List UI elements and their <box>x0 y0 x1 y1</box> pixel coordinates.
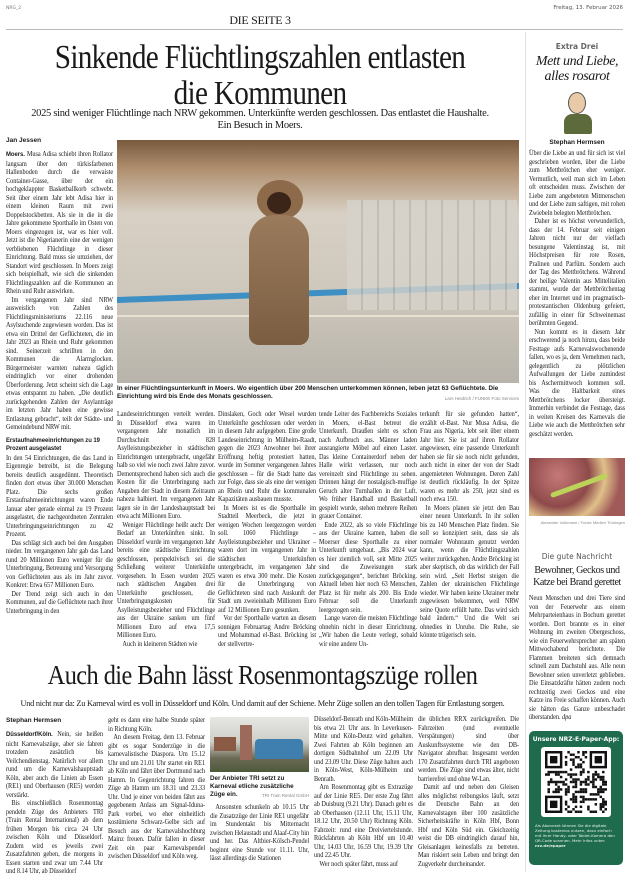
article-column-4: tende Leiter des Fachbereichs Soziales in Moers, el-Bast betreut die Unterkunft. Draußen sieht es schon nach Aufbruch aus. Männer laden ausrangierte Möbel auf einen Laster. Das kleine Containerdorf neben der Halle wirkt verlassen, nur noch vereinzelt sind Flüchtlinge zu sehen. Drinnen hängt der nostalgisch-muffige Geruch alter Turnhallen in der Luft. Wo früher Handball und Basketball gespielt wurde, stehen mehrere Reihen grauer Container. Ende 2022, als so viele Flüchtlinge aus der Ukraine kamen, haben die Moerser diese Sporthalle zu einer Unterkunft umgebaut. „Bis 2024 war es hier ziemlich voll, seit Mitte 2025 sind die Zuweisungen stark zurückgegangen“, berichtet Bröcking. Aktuell leben hier noch 63 Menschen, Platz ist für mehr als 200. Bis Ende Februar soll die Unterkunft leergezogen sein. Lange waren die meisten Flüchtlinge ohnehin nicht in dieser Einrichtung. „Wir haben die Leute verlegt, sobald wir eine andere Un- <box>319 410 418 648</box>
promo-text: Als Abonnent können Sie die digitale Zeitung kostenlos nutzen, dazu einfach mit Ihrer Handy- oder Tablet-Kamera den QR-Code scannen. Mehr Infos unter: nrz.de/epaper <box>535 823 615 848</box>
article-column-3: Dinslaken, Goch oder Wesel wurden Unterkünfte geschlossen oder werden in diesem Jahr aufgegeben. Eine große Landeseinrichtung in Mülheim-Raadt, gegen die 2023 Anwohner bei ihrer Eröffnung heftig protestiert hatten, wurde im Sommer vergangenen Jahres geschlossen – für die Stadt hatte das zur Folge, dass sie als eine der wenigen an Rhein und Ruhr die kommunalen Kapazitäten ausbauen musste. In Moers ist es die Sporthalle im Stadtteil Meerbeck, die jetzt in wenigen Wochen leergezogen werden soll. 1060 Flüchtlinge – Asylleistungsbezieher und Ukrainer – waren dort im vergangenen Jahr in städtischen Unterkünften untergebracht, im vergangenen Jahr waren es etwa 300 mehr. Die Kosten für die Unterbringung von Geflüchteten sind nach Auskunft der Stadt um zweieinhalb Millionen Euro auf 12 Millionen Euro gesunken. Vor der Sporthalle warten an diesem sonnigen Februartag Andre Bröcking und Mohammad el-Bast. Bröcking ist der stellvertre- <box>218 410 317 648</box>
dateline: Moers. <box>6 151 25 158</box>
train-photo <box>210 717 309 772</box>
qr-code-icon <box>545 751 607 813</box>
sidebar-kicker: Extra Drei <box>555 42 599 51</box>
article-column-5: terkunft für sie gefunden hatten“, erzählt el-Bast. Nur Musa Adisa, die Frau aus Nigeria, lebt seit über einem Jahr hier. Sie ist auf ihren Rollator angewiesen, eine passende Unterkunft haben sie für sie noch nicht gefunden, auch nicht in einer der von der Stadt angemieteten Wohnungen. Deren Zahl ist deutlich rückläufig. In der Spitze waren es mehr als 250, jetzt sind es noch etwa 150. In Moers planen sie jetzt den Bau einer neuen Unterkunft. In ihr sollen bis zu 140 Menschen Platz finden. Sie soll so konzipiert sein, dass sie als normaler Wohnraum genutzt werden kann, wenn die Flüchtlingszahlen weiter zurückgehen. Andre Bröcking ist aber skeptisch, ob das wirklich der Fall sein wird. „Seit Herbst steigen die Zahlen der ukrainischen Flüchtlinge wieder. Wir haben keine Ukrainer mehr zugewiesen bekommen, weil NRW seine Quote erfüllt hatte. Das wird sich bald ändern.“ Und die Welt sei ohnedies in Unruhe. Die Ruhe, sie könnte trügerisch sein. <box>420 410 520 639</box>
issue-date: Freitag, 13. Februar 2026 <box>553 5 623 11</box>
article-column-1: Moers. Musa Adisa schiebt ihren Rollator langsam über den türkisfarbenen Hallenboden durch die verwaiste Container-Gasse, über der ein hochgeklappter Basketballkorb schwebt. Seit über einem Jahr lebt Adisa hier in einem kleinen Raum mit zwei Doppelstockbetten. Als sie in die in die Jahre gekommene Sporthalle im Osten von Moers eingezogen ist, war es hier voll. Jetzt ist die Nigerianerin eine der wenigen verbliebenen Flüchtlinge in dieser Einrichtung. Bald muss sie umziehen, der Standort wird geschlossen. In Moers zeigt sich beispielhaft, wie sich die sinkenden Flüchtlingszahlen auf die Kommunen an Rhein und Ruhr auswirken. Im vergangenen Jahr sind NRW ausweislich von Zahlen des Flüchtlingsministeriums 22.116 neue Asylsuchende zugewiesen worden. Das ist etwa ein Drittel der Geflüchteten, die im Jahr 2023 an Rhein und Ruhr gekommen sind. Seinerzeit schrillten in den Kommunen die Alarmglocken. Bürgermeister warnten nahezu täglich eindringlich vor einer drohenden Überforderung. Jetzt scheint sich die Lage etwas entspannt zu haben. „Die deutlich zurückgehenden Zahlen der Asylanträge im letzten Jahr haben eine gewisse Entlastung gebracht“, teilt der Städte- und Gemeindebund NRW mit. Erstaufnahmeeinrichtungen zu 19 Prozent ausgelastet In den 54 Einrichtungen, die das Land in Eigenregie betreibt, ist die Belegung bereits deutlich ausgedünnt. Theoretisch finden dort etwas über 30.000 Menschen Platz. Die sechs großen Erstaufnahmeeinrichtungen waren Ende Januar aber gerade einmal zu 19 Prozent ausgelastet, die nachgeordneten Zentralen Unterbringungseinrichtungen zu 42 Prozent. Das schlägt sich auch bei den Ausgaben nieder. Im vergangenen Jahr gab das Land rund 20 Millionen Euro weniger für die Unterbringung, Betreuung und Versorgung von Geflüchteten aus als im Jahr zuvor. Konkret: Etwa 657 Millionen Euro. Der Trend zeigt sich auch in den Kommunen, auf die Geflüchtete nach ihrer Unterbringung in den <box>6 150 114 615</box>
good-news-kicker: Die gute Nachricht <box>541 552 613 561</box>
article2-column-3: Ansonsten schunkeln ab 10.15 Uhr die Zusatzzüge der Linie RE1 ungefähr im Stundentakt bis Mitternacht zwischen Helaustadt und Alaaf-City hin und her. Das Altbier-Kölsch-Pendel beginnt eine Stunde vor 11.11. Uhr, lässt allerdings die Stationen <box>210 803 310 862</box>
author-caricature <box>560 92 596 136</box>
photo-caption: In einer Flüchtlingsunterkunft in Moers. Wo eigentlich über 200 Menschen unterkommen können, leben jetzt 63 Geflüchtete. Die Einrichtung wird bis Ende des Monats geschlossen. <box>117 385 499 400</box>
refugee-shelter-photo <box>117 140 519 383</box>
epaper-promo-box[interactable] <box>529 731 623 865</box>
sidebar-column: Über die Liebe an und für sich ist viel geschrieben worden, über die Liebe zum Mettbrötchen eher weniger. Vermutlich, weil man sich im Leben oft entscheiden muss. Zwischen der Liebe zum angebeteten Mitmenschen und der Liebe zum saftigen, mit rohen Zwiebeln belegten Mettbrötchen. Daher ist es höchst verwunderlich, dass der 14. Februar seit einigen Jahren nicht nur der vielfach besungene Valentinstag ist, mit Höchstpreisen für rote Rosen, Pralinen und Parfüm. Sondern auch der Tag des Mettbrötchens. Während der heilige Valentin aus Mittelitalien stammt, wurde der Mettbrötchentag eher im Internet und im pragmatisch-protestantischen Oldenburg gefeiert, zufällig in einer für Schweinemast berühmten Gegend. Nun kommt es in diesem Jahr erschwerend ja noch hinzu, dass beide Festtage aufs Karnevalswochenende fallen, wo es ja, dem Vernehmen nach, gelegentlich zu plötzlichen Aufwallungen der Liebe zumindest bis Aschermittwoch kommen soll. Was die Haltbarkeit eines Mettbrötchens locker übersteigt. Immerhin verbindet die Festtage, dass in weiten Kreisen des Karnevals die Liebe wie auch die Mettbrötchen sehr geschätzt werden. <box>529 149 626 438</box>
article2-headline: Auch die Bahn lässt Rosenmontagszüge rollen <box>47 660 478 690</box>
sidebar-title: Mett und Liebe, alles rosarot <box>535 54 619 84</box>
promo-link[interactable]: nrz.de/epaper <box>535 843 566 848</box>
good-news-title: Bewohner, Geckos und Katze bei Brand gerettet <box>533 565 621 588</box>
train-photo-caption: Der Anbieter TRI setzt zu Karneval etliche zusätzliche Züge ein. <box>210 775 294 798</box>
subheading: Erstaufnahmeeinrichtungen zu 19 Prozent ausgelastet <box>6 436 100 452</box>
photo-credit: Lars Heidrich / FUNKE Foto Services <box>444 396 519 401</box>
article2-column-1: Düsseldorf/Köln. Nein, sie heißen nicht Karnevalszüge, aber sie fahren trotzdem zusätzlich bis Veilchendienstag. Natürlich vor allem rund um die Karnevalshauptstadt Köln, aber auch die Linien ab Essen (RE1) und Oberhausen (RE5) werden verstärkt. Bis einschließlich Rosenmontag pendeln Züge des Anbieters TRI (Train Rental International) ab dem frühen Morgen bis circa 24 Uhr zwischen Köln und Düsseldorf. Zudem wird es jeweils zwei Zusatzfahrten geben, die morgens in Essen starten und zwar um 7.44 Uhr und 8.14 Uhr, ab Düsseldorf <box>6 730 104 875</box>
author-byline: Jan Jessen <box>6 137 42 144</box>
mett-rolls-photo <box>529 458 625 516</box>
article2-column-2: geht es dann eine halbe Stunde später in Richtung Köln. An diesem Freitag, dem 13. Februar gibt es sogar Sonderzüge in die karnevalistische Diaspora. Um 15.12 Uhr und um 21.01 Uhr startet ein RE1 ab Köln und fährt über Dortmund nach Hamm. In Gegenrichtung fahren die Züge ab Hamm um 18.31 und 23.33 Uhr. Und je einer von beiden fährt aus gegebenem Anlass am Signal-Iduna-Park vorbei, wo eher einheitlich kostümierte Schwarz-Gelbe sich auf Besuch aus der Karnevalshochburg Mainz freuen. Dafür fallen in dieser Zeit ein paar Karnevalspendel zwischen Düsseldorf und Köln weg. <box>108 716 206 860</box>
article2-author: Stephan Hermsen <box>6 717 62 724</box>
qr-code[interactable] <box>541 747 611 817</box>
mett-photo-credit: Alexander Volkmann / Funke Medien Thüringen <box>540 520 625 525</box>
sidebar-divider <box>525 32 526 872</box>
article2-column-4: Düsseldorf-Benrath und Köln-Mülheim bis etwa 21 Uhr aus. In Leverkusen-Mitte und Köln-Deutz wird gehalten. Zwei Fahrten ab Köln beginnen am dortigen Südbahnhof um 22.09 Uhr und 23.09 Uhr. Diese Züge halten auch in Köln-West, Köln-Mülheim und Benrath. Am Rosenmontag gibt es Extrazüge auf der Linie RE5. Der erste Zug fährt ab Duisburg (9.21 Uhr). Danach geht es ab Oberhausen (12.11 Uhr, 15.11 Uhr, 18.12 Uhr, 20.50 Uhr) Richtung Köln. Fahrzeit: rund eine Dreiviertelstunde. Rückfahrten ab Köln Hbf um 10.40 Uhr, 14.03 Uhr, 16.59 Uhr, 19.39 Uhr und 22.45 Uhr. Wer noch später fährt, muss auf <box>314 715 414 868</box>
article2-subtitle: Und nicht nur da: Zu Karneval wird es voll in Düsseldorf und Köln. Und damit auf der Schiene. Mehr Züge sollen an den tollen Tagen für Entlastung sorgen. <box>20 699 505 708</box>
article-column-2: Landeseinrichtungen verteilt werden. In Düsseldorf etwa waren im vergangenen Jahr monatlich im Durchschnitt 828 Asylleistungsbezieher in städtischen Einrichtungen untergebracht, ungefähr halb so viel wie noch zwei Jahre zuvor. Dementsprechend haben sich auch die Kosten für die Unterbringung nach Angaben der Stadt in diesem Zeitraum nahezu halbiert. Im vergangenen Jahr lagen sie in der Landeshauptstadt bei etwa acht Millionen Euro. Weniger Flüchtlinge heißt auch: Der Bedarf an Unterkünften sinkt. In Düsseldorf wurde im vergangenen Jahr bereits eine städtische Einrichtung geschlossen, perspektivisch sei die Schließung weiterer Unterkünfte vorgesehen. In Essen wurden 2025 nach städtischen Angaben drei Unterkünfte geschlossen, die Unterbringungskosten für Asylleistungsbezieher und Flüchtlinge aus der Ukraine sanken um fünf Millionen Euro auf etwa 17,5 Millionen Euro. Auch in kleineren Städten wie <box>117 410 216 648</box>
section-title: DIE SEITE 3 <box>229 13 291 27</box>
edition-code: NRG_2 <box>6 6 22 11</box>
good-news-text: Neun Menschen und drei Tiere sind von der Feuerwehr aus einem Mehrparteienhaus in Bochum gerettet worden. Dort brannte es in einer Wohnung im zweiten Obergeschoss, wie ein Feuerwehrsprecher am späten Mittwochabend berichtete. Die Flammen breiteten sich demnach schnell zum Dachstuhl aus. Alle neun Bewohner seien unverletzt geblieben. Die Einsatzkräfte hätten zudem noch rechtzeitig zwei Geckos und eine Katze ins Freie schaffen können. Auch sie hätten das Ganze unbeschadet überstanden. dpa <box>529 594 626 721</box>
sidebar-author: Stephan Hermsen <box>549 139 605 146</box>
article2-column-5: die üblichen RRX zurückgreifen. Die Fahrzeiten (und eventuelle Verspätungen) sind über Auskunftssysteme wie den DB-Navigator abrufbar. Insgesamt werden 170 Zusatzfahrten durch TRI angeboten werden. Die Züge sind etwas älter, nicht barrierefrei und ohne W-Lan. Damit auf und neben den Gleisen alles möglichst reibungslos läuft, setzt die Deutsche Bahn an den Karnevalstagen über 100 zusätzliche Sicherheitskräfte in Köln Hbf, Bonn Hbf und Köln Süd ein. Gleichzeitig weist die DB eindringlich darauf hin, Gleisanlagen keinesfalls zu betreten. Man riskiert sein Leben und bringt den Zugverkehr durcheinander. <box>418 715 520 868</box>
article-headline: Sinkende Flüchtlingszahlen entlasten die Kommunen <box>54 39 466 112</box>
header-rule <box>6 29 623 30</box>
article-subtitle: 2025 sind weniger Flüchtlinge nach NRW gekommen. Unterkünfte werden geschlossen. Das entlastet die Haushalte. Ein Besuch in Moers. <box>31 108 489 131</box>
promo-title: Unsere NRZ-E-Paper-App: <box>532 736 620 743</box>
train-photo-credit: TRI Train Rental GmbH <box>261 793 309 798</box>
